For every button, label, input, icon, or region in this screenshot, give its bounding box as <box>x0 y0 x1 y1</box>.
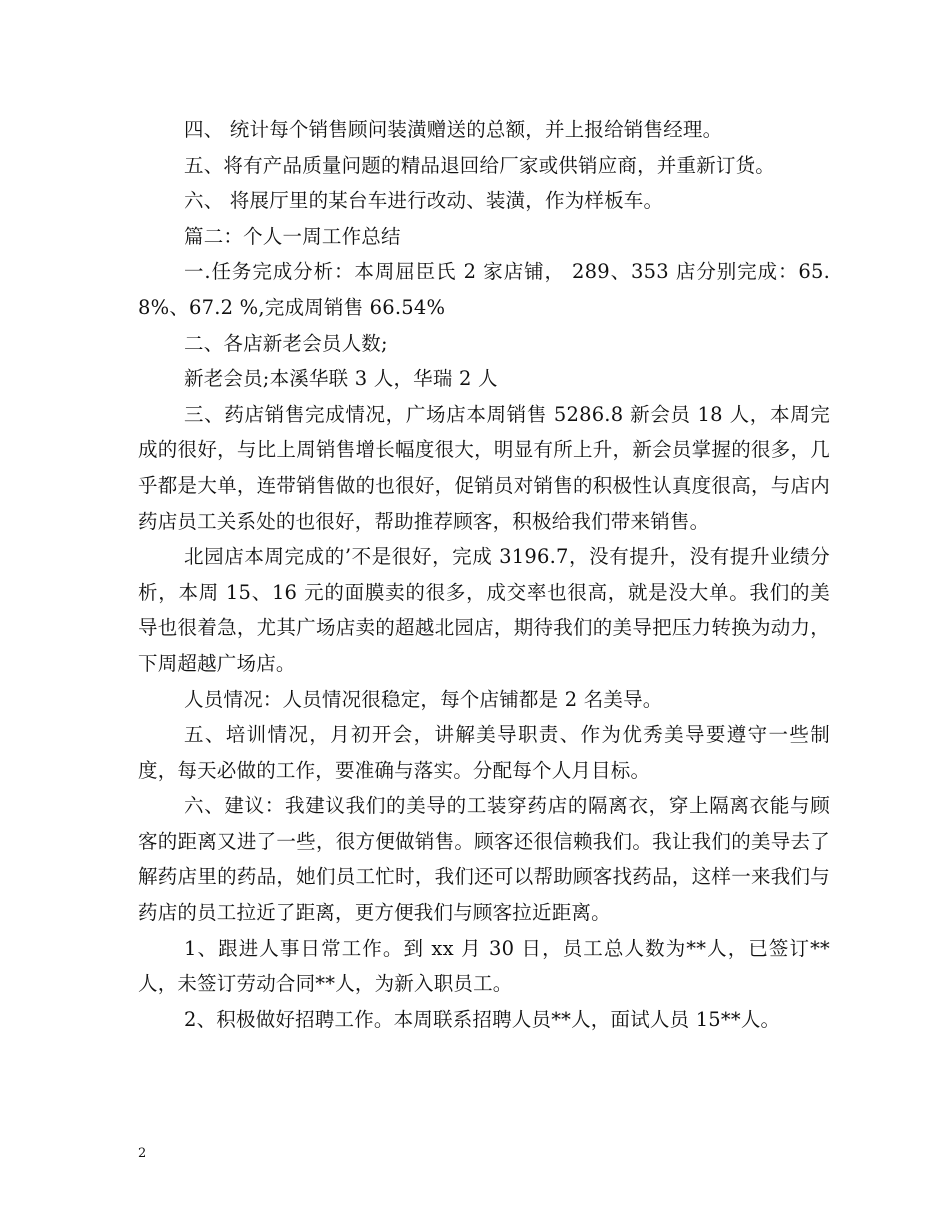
paragraph: 新老会员;本溪华联 3 人，华瑞 2 人 <box>184 367 498 391</box>
paragraph: 2、积极做好招聘工作。本周联系招聘人员**人，面试人员 15**人。 <box>184 1007 781 1031</box>
paragraph: 四、 统计每个销售顾问装潢赠送的总额，并上报给销售经理。 <box>184 118 723 141</box>
paragraph: 北园店本周完成的’不是很好，完成 3196.7，没有提升，没有提升业绩分析，本周 15、16 元的面膜卖的很多，成交率也很高，就是没大单。我们的美导也很着急，尤其广场店卖的超越北园店，期待我们的美导把压力转换为动力，下周超越广场店。 <box>138 545 830 675</box>
paragraph: 五、培训情况，月初开会，讲解美导职责、作为优秀美导要遵守一些制度，每天必做的工作，要准确与落实。分配每个人月目标。 <box>138 723 830 782</box>
paragraph: 人员情况：人员情况很稳定，每个店铺都是 2 名美导。 <box>184 687 663 711</box>
page-number: 2 <box>138 1146 147 1161</box>
paragraph: 1、跟进人事日常工作。到 xx 月 30 日，员工总人数为**人，已签订**人，未签订劳动合同**人，为新入职员工。 <box>138 936 830 996</box>
paragraph: 一.任务完成分析：本周屈臣氏 2 家店铺， 289、353 店分别完成：65.8%、67.2 %,完成周销售 66.54% <box>138 260 830 319</box>
paragraph: 六、建议：我建议我们的美导的工装穿药店的隔离衣，穿上隔离衣能与顾客的距离又进了一些，很方便做销售。顾客还很信赖我们。我让我们的美导去了解药店里的药品，她们员工忙时，我们还可以帮助顾客找药品，这样一来我们与药店的员工拉近了距离，更方便我们与顾客拉近距离。 <box>138 794 830 925</box>
section-heading: 篇二：个人一周工作总结 <box>184 224 401 248</box>
document-body <box>138 112 830 1037</box>
paragraph: 二、各店新老会员人数; <box>184 331 388 355</box>
paragraph: 五、将有产品质量问题的精品退回给厂家或供销应商，并重新订货。 <box>184 153 776 177</box>
paragraph: 三、药店销售完成情况，广场店本周销售 5286.8 新会员 18 人，本周完成的很好，与比上周销售增长幅度很大，明显有所上升，新会员掌握的很多，几乎都是大单，连带销售做的也很好，促销员对销售的积极性认真度很高，与店内药店员工关系处的也很好，帮助推荐顾客，积极给我们带来销售。 <box>138 402 830 533</box>
paragraph: 六、 将展厅里的某台车进行改动、装潢，作为样板车。 <box>184 189 664 213</box>
